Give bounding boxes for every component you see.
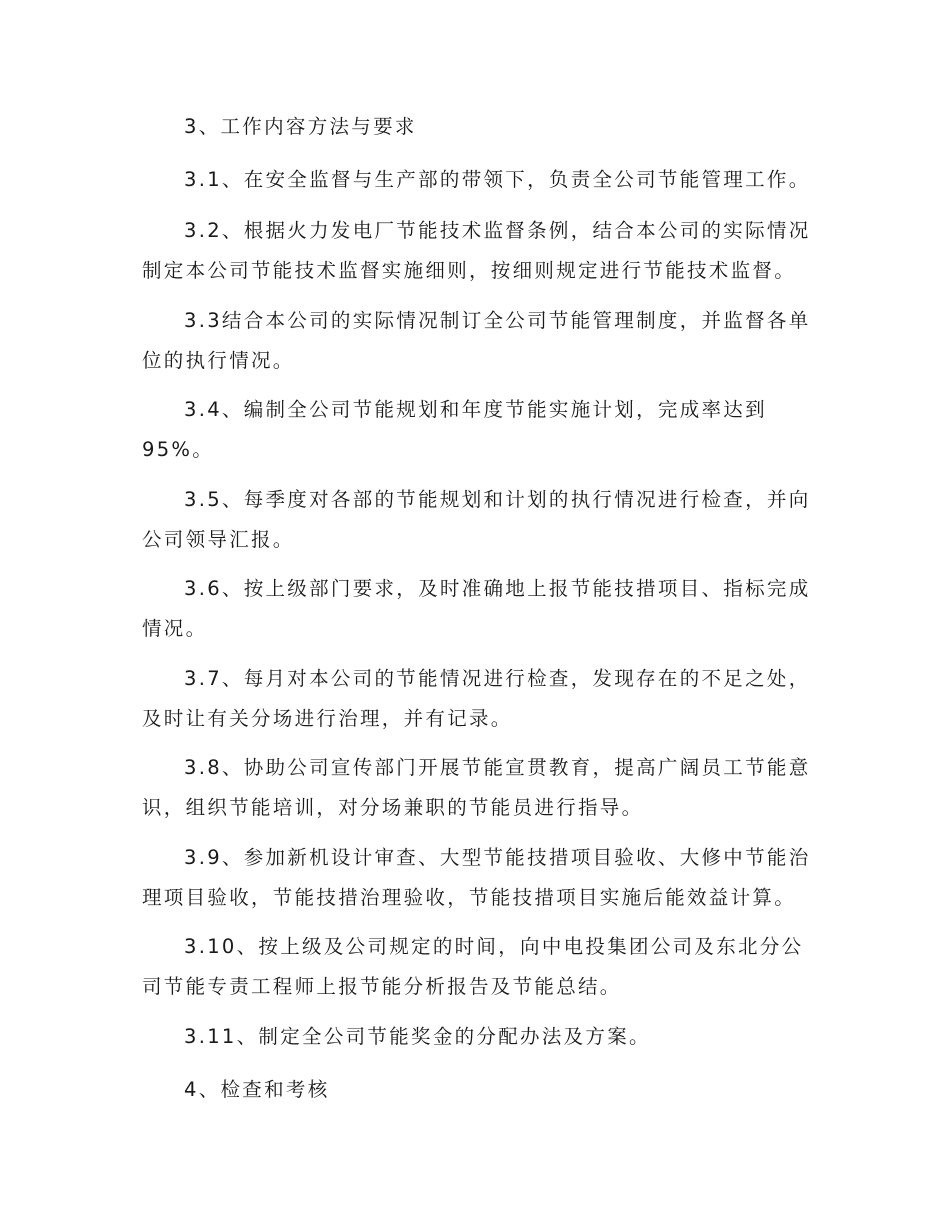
paragraph-line: 4、检查和考核 <box>184 1078 330 1101</box>
paragraph-line: 司节能专责工程师上报节能分析报告及节能总结。 <box>142 975 622 998</box>
paragraph-line: 3.3结合本公司的实际情况制订全公司节能管理制度，并监督各单 <box>184 309 811 332</box>
paragraph-line: 制定本公司节能技术监督实施细则，按细则规定进行节能技术监督。 <box>142 259 797 282</box>
paragraph-3-1 <box>142 160 812 200</box>
paragraph-3-7 <box>142 659 812 739</box>
paragraph-line: 理项目验收，节能技措治理验收，节能技措项目实施后能效益计算。 <box>142 886 797 909</box>
paragraph-3-9 <box>142 838 812 918</box>
paragraph-3-8 <box>142 748 812 828</box>
paragraph-line: 3.7、每月对本公司的节能情况进行检查，发现存在的不足之处， <box>184 667 811 690</box>
paragraph-3-10 <box>142 927 812 1007</box>
paragraph-line: 情况。 <box>142 617 208 640</box>
paragraph-line: 识，组织节能培训，对分场兼职的节能员进行指导。 <box>142 796 644 819</box>
paragraph-line: 位的执行情况。 <box>142 349 295 372</box>
section-heading-4 <box>142 1070 812 1110</box>
paragraph-3-5 <box>142 480 812 560</box>
paragraph-3-11 <box>142 1017 812 1057</box>
paragraph-line: 3.9、参加新机设计审查、大型节能技措项目验收、大修中节能治 <box>184 846 811 869</box>
paragraph-line: 3.2、根据火力发电厂节能技术监督条例，结合本公司的实际情况 <box>184 219 811 242</box>
paragraph-line: 3.6、按上级部门要求，及时准确地上报节能技措项目、指标完成 <box>184 577 811 600</box>
paragraph-3-3 <box>142 301 812 381</box>
paragraph-line: 95%。 <box>142 438 215 461</box>
paragraph-line: 3.5、每季度对各部的节能规划和计划的执行情况进行检查，并向 <box>184 488 811 511</box>
paragraph-line: 公司领导汇报。 <box>142 528 295 551</box>
section-heading-3 <box>142 107 812 147</box>
paragraph-line: 3.8、协助公司宣传部门开展节能宣贯教育，提高广阔员工节能意 <box>184 756 811 779</box>
paragraph-line: 3.1、在安全监督与生产部的带领下，负责全公司节能管理工作。 <box>184 168 811 191</box>
paragraph-line: 3.4、编制全公司节能规划和年度节能实施计划，完成率达到 <box>184 398 767 421</box>
paragraph-line: 及时让有关分场进行治理，并有记录。 <box>142 707 513 730</box>
paragraph-3-4 <box>142 390 812 470</box>
paragraph-line: 3.10、按上级及公司规定的时间，向中电投集团公司及东北分公 <box>184 935 804 958</box>
paragraph-line: 3、工作内容方法与要求 <box>184 115 417 138</box>
paragraph-line: 3.11、制定全公司节能奖金的分配办法及方案。 <box>184 1025 651 1048</box>
paragraph-3-6 <box>142 569 812 649</box>
paragraph-3-2 <box>142 211 812 291</box>
